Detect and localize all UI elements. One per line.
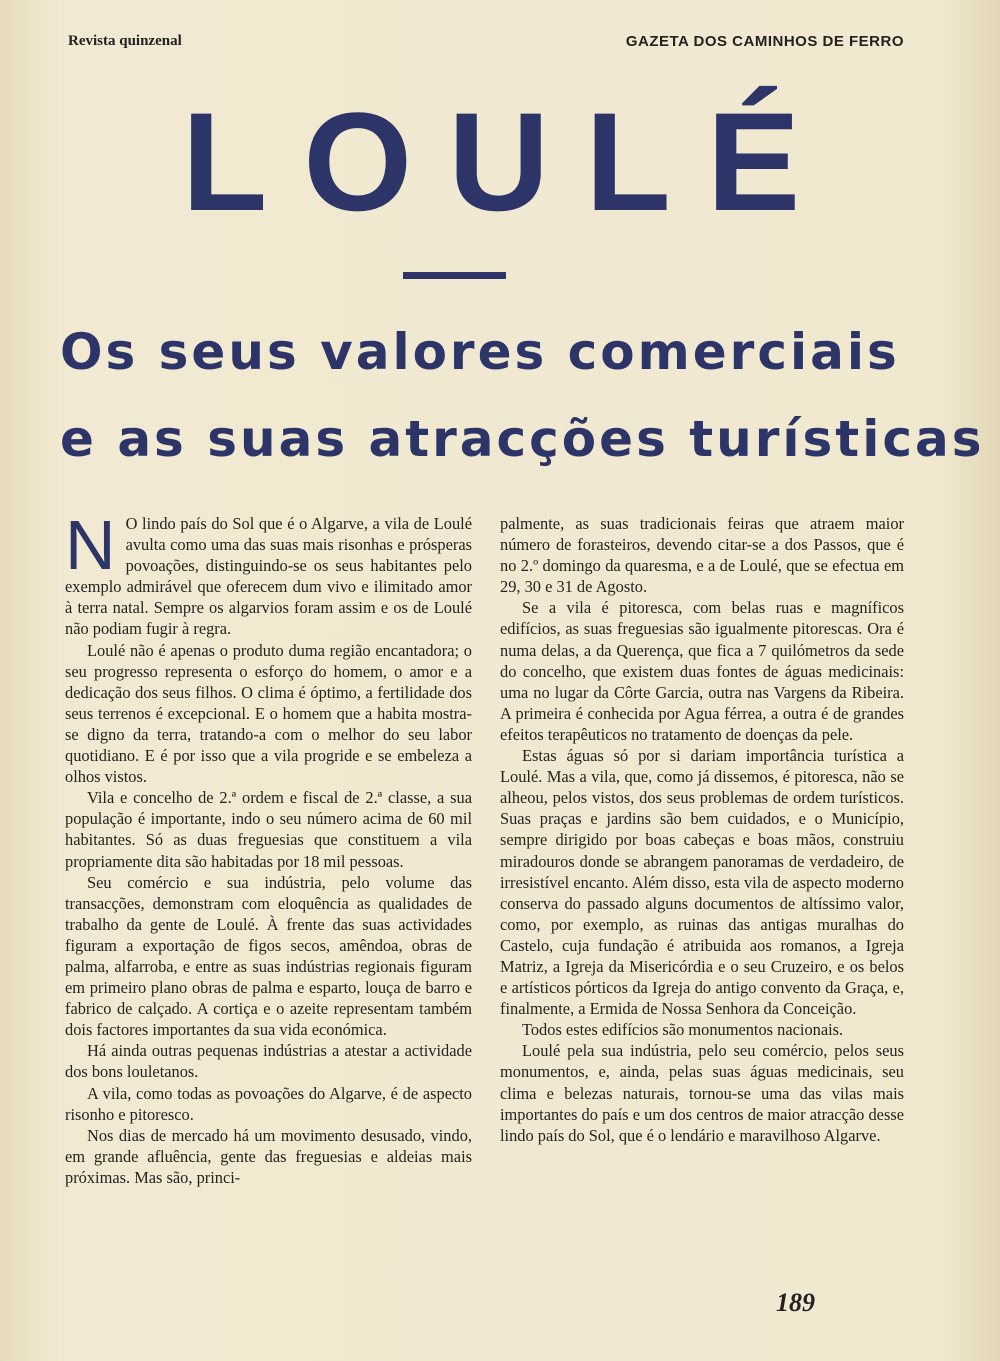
magazine-header-right: GAZETA DOS CAMINHOS DE FERRO	[625, 33, 904, 50]
paragraph: Há ainda outras pequenas indústrias a atestar a actividade dos bons louletanos.	[65, 1041, 472, 1082]
paragraph: Vila e concelho de 2.ª ordem e fiscal de 2.ª classe, a sua população é importante, indo o seu número acima de 60 mil habitantes. Só as duas freguesias que constituem a vila propriamente dita são habitadas por 18 mil pessoas.	[65, 788, 472, 871]
subtitle-line-2: e as suas atracções turísticas	[60, 410, 985, 468]
title-divider	[403, 272, 506, 279]
paragraph: A vila, como todas as povoações do Algarve, é de aspecto risonho e pitoresco.	[65, 1083, 472, 1124]
paragraph	[65, 506, 472, 640]
article-column-right	[500, 513, 904, 1146]
article-column-left	[65, 506, 472, 1188]
paragraph: Seu comércio e sua indústria, pelo volume das transacções, demonstram com eloquência as qualidades de trabalho da gente de Loulé. À frente das suas actividades figuram a exportação de figos secos, amêndoa, obras de palma, alfarroba, e entre as suas indústrias regionais figuram em primeiro plano obras de palma e esparto, louça de barro e fabrico de calçado. A cortiça e o azeite representam também dois factores importantes da sua vida económica.	[65, 872, 472, 1040]
paragraph: Loulé não é apenas o produto duma região encantadora; o seu progresso representa o esforço do homem, o amor e a dedicação dos seus filhos. O clima é óptimo, a fertilidade dos seus terrenos é excepcional. E o homem que a habita mostra-se digno da terra, tratando-a com o melhor do seu labor quotidiano. E é por isso que a vila progride e se embeleza a olhos vistos.	[65, 640, 472, 787]
article-title: LOULÉ	[181, 83, 837, 240]
paragraph-text: O lindo país do Sol que é o Algarve, a vila de Loulé avulta como uma das suas mais risonhas e prósperas povoações, distinguindo-se os seus habitantes pelo exemplo admirável que oferecem dum vivo e ilimitado amor à terra natal. Sempre os algarvios foram assim e os de Loulé não podiam fugir à regra.	[65, 514, 472, 639]
paragraph: Loulé pela sua indústria, pelo seu comércio, pelos seus monumentos, e, ainda, pelas suas águas medicinais, seu clima e belezas naturais, tornou-se uma das vilas mais importantes do país e um dos centros de maior atracção desse lindo país do Sol, que é o lendário e maravilhoso Algarve.	[500, 1041, 904, 1145]
magazine-header-left: Revista quinzenal	[68, 33, 182, 49]
paragraph: Nos dias de mercado há um movimento desusado, vindo, em grande afluência, gente das freguesias e aldeias mais próximas. Mas são, princi-	[65, 1125, 472, 1187]
paragraph: Estas águas só por si dariam importância turística a Loulé. Mas a vila, que, como já dissemos, é pitoresca, não se alheou, pelos vistos, dos seus problemas de ordem turísticos. Suas praças e jardins são bem cuidados, e o Município, sempre dirigido por boas cabeças e boas mãos, construiu miradouros donde se abrangem panoramas de verdadeiro, de irresistível encanto. Além disso, esta vila de aspecto moderno conserva do passado alguns documentos de altíssimo valor, como, por exemplo, as ruinas das antigas muralhas do Castelo, cuja fundação é atribuida aos romanos, a Igreja Matriz, a Igreja da Misericórdia e o seu Cruzeiro, e os belos e artísticos pórticos da Igreja do antigo convento da Graça, e, finalmente, a Ermida de Nossa Senhora da Conceição.	[500, 746, 904, 1019]
subtitle-line-1: Os seus valores comerciais	[60, 323, 900, 381]
drop-cap: N	[65, 506, 116, 584]
page-number: 189	[776, 1288, 815, 1317]
paragraph: Se a vila é pitoresca, com belas ruas e magníficos edifícios, as suas freguesias são igualmente pitorescas. Ora é numa delas, a da Querença, que fica a 7 quilómetros da sede do concelho, que existem duas fontes de águas medicinais: uma no lugar da Côrte Garcia, outra nas Vargens da Ribeira. A primeira é conhecida por Agua férrea, a outra é de grandes efeitos terapêuticos no tratamento de doenças da pele.	[500, 598, 904, 744]
paragraph: palmente, as suas tradicionais feiras que atraem maior número de forasteiros, devendo citar-se a dos Passos, que é no 2.º domingo da quaresma, e a de Loulé, que se efectua em 29, 30 e 31 de Agosto.	[500, 514, 904, 597]
paragraph: Todos estes edifícios são monumentos nacionais.	[522, 1020, 844, 1040]
